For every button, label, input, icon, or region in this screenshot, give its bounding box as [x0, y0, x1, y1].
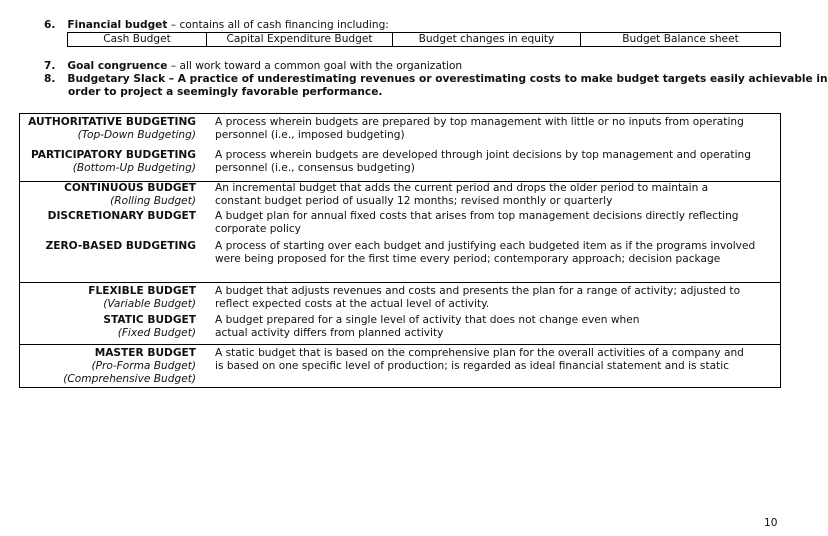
- item-7: [44, 60, 462, 73]
- term-alias: (Fixed Budget): [117, 327, 196, 339]
- definition-line: personnel (i.e., imposed budgeting): [215, 129, 405, 141]
- page-number: 10: [764, 517, 778, 529]
- item-number: 6.: [44, 19, 56, 31]
- item-8: [44, 73, 828, 86]
- item-text: – contains all of cash financing including:: [167, 19, 389, 31]
- term: ZERO-BASED BUDGETING: [45, 240, 196, 252]
- definition-row: [20, 181, 780, 207]
- definition-line: corporate policy: [215, 223, 301, 235]
- item-6: [44, 19, 389, 32]
- definition-line: were being proposed for the first time every period; contemporary approach; decision package: [215, 253, 721, 265]
- definition-line: A static budget that is based on the comprehensive plan for the overall activities of a company and: [215, 347, 744, 359]
- definition-line: reflect expected costs at the actual level of activity.: [215, 298, 490, 310]
- financial-budget-table: [67, 32, 781, 47]
- definition-line: An incremental budget that adds the current period and drops the older period to maintain a: [215, 182, 709, 194]
- definition-line: constant budget period of usually 12 months; revised monthly or quarterly: [215, 195, 613, 207]
- item-text: – all work toward a common goal with the organization: [167, 60, 463, 72]
- definition-row: [20, 344, 780, 385]
- term: DISCRETIONARY BUDGET: [47, 210, 196, 222]
- table-cell: Cash Budget: [68, 33, 207, 46]
- term: CONTINUOUS BUDGET: [64, 182, 196, 194]
- term: FLEXIBLE BUDGET: [88, 285, 196, 297]
- definition-line: A process of starting over each budget and justifying each budgeted item as if the programs involved: [215, 240, 756, 252]
- term-alias: (Pro-Forma Budget): [91, 360, 196, 372]
- budgeting-approaches-box: [19, 113, 781, 283]
- table-cell: Budget Balance sheet: [622, 33, 739, 45]
- definition-line: A budget plan for annual fixed costs that arises from top management decisions directly reflecting: [215, 210, 739, 222]
- item-number: 8.: [44, 73, 56, 85]
- definition-line: is based on one specific level of production; is regarded as ideal financial statement and is static: [215, 360, 730, 372]
- term-alias: (Comprehensive Budget): [63, 373, 196, 385]
- table-cell: Budget changes in equity: [393, 33, 581, 46]
- item-title: Budgetary Slack –: [67, 73, 175, 85]
- definition-line: A process wherein budgets are developed through joint decisions by top management and operating: [215, 149, 751, 161]
- term: PARTICIPATORY BUDGETING: [30, 149, 196, 161]
- table-cell: Capital Expenditure Budget: [207, 33, 393, 46]
- term: AUTHORITATIVE BUDGETING: [28, 116, 196, 128]
- definition-line: A budget that adjusts revenues and costs and presents the plan for a range of activity; adjusted to: [215, 285, 741, 297]
- term: MASTER BUDGET: [94, 347, 196, 359]
- definition-line: A process wherein budgets are prepared by top management with little or no inputs from operating: [215, 116, 744, 128]
- term-alias: (Top-Down Budgeting): [77, 129, 196, 141]
- item-number: 7.: [44, 60, 56, 72]
- item-text: A practice of underestimating revenues or overestimating costs to make budget targets easily achievable in: [174, 73, 828, 85]
- definition-line: personnel (i.e., consensus budgeting): [215, 162, 415, 174]
- term-alias: (Bottom-Up Budgeting): [72, 162, 196, 174]
- item-title: Goal congruence: [67, 60, 168, 72]
- definition-line: A budget prepared for a single level of activity that does not change even when: [215, 314, 640, 326]
- term: STATIC BUDGET: [103, 314, 196, 326]
- budget-types-box: [19, 283, 781, 388]
- term-alias: (Variable Budget): [103, 298, 196, 310]
- item-title: Financial budget: [67, 19, 168, 31]
- term-alias: (Rolling Budget): [110, 195, 196, 207]
- item-8-continuation: order to project a seemingly favorable performance.: [68, 86, 383, 98]
- definition-line: actual activity differs from planned activity: [215, 327, 444, 339]
